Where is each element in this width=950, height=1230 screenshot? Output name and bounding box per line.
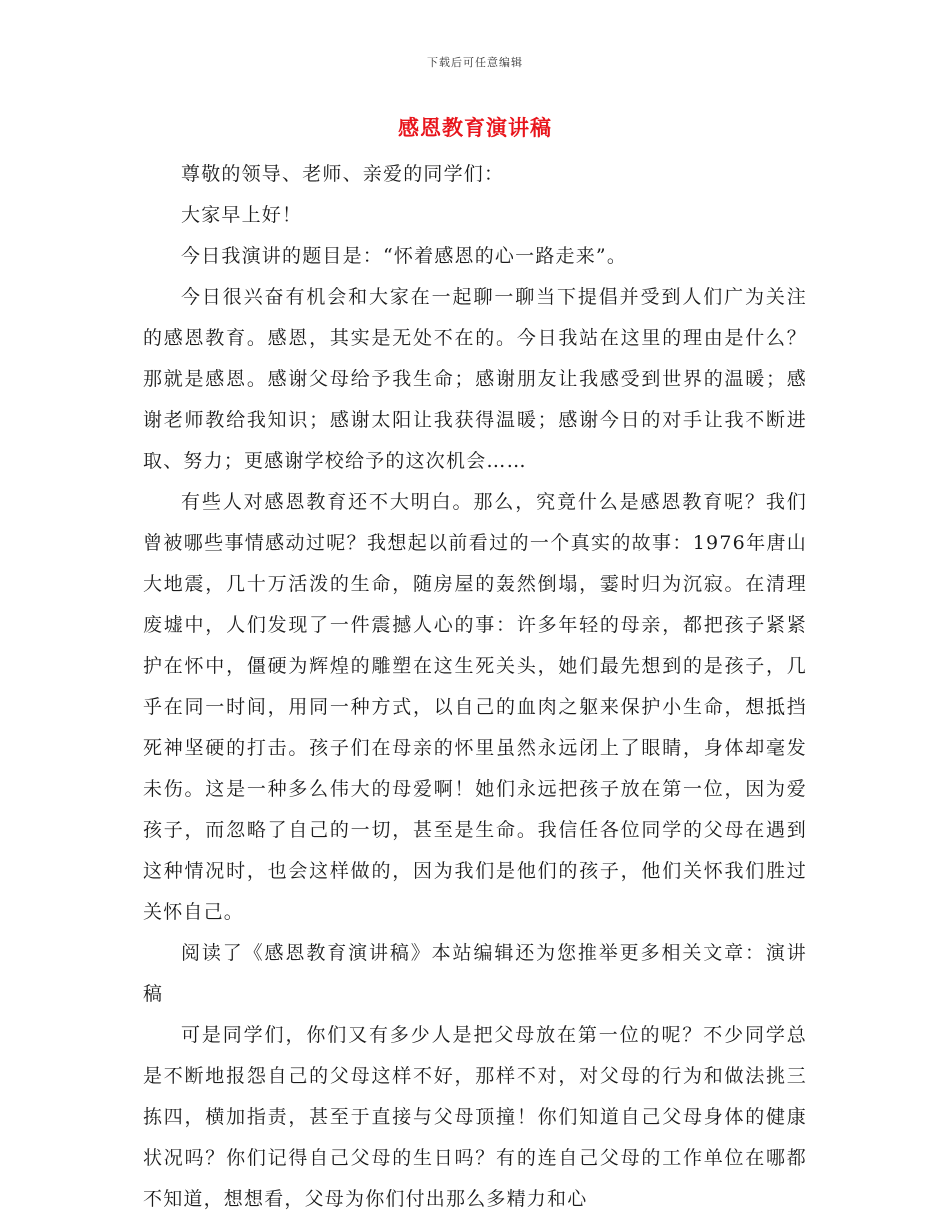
paragraph-greeting: 尊敬的领导、老师、亲爱的同学们： <box>181 163 505 185</box>
document-body <box>143 154 807 1220</box>
page-header-note: 下载后可任意编辑 <box>427 56 523 69</box>
paragraph-question: 可是同学们，你们又有多少人是把父母放在第一位的呢？不少同学总是不断地报怨自己的父母这样不好，那样不对，对父母的行为和做法挑三拣四，横加指责，甚至于直接与父母顶撞！你们知道自己父母身体的健康状况吗？你们记得自己父母的生日吗？有的连自己父母的工作单位在哪都不知道，想想看，父母为你们付出那么多精力和心 <box>143 1024 807 1210</box>
paragraph-good-morning: 大家早上好！ <box>181 204 303 226</box>
paragraph-story: 有些人对感恩教育还不大明白。那么，究竟什么是感恩教育呢？我们曾被哪些事情感动过呢？我想起以前看过的一个真实的故事：1976年唐山大地震，几十万活泼的生命，随房屋的轰然倒塌，霎时归为沉寂。在清理废墟中，人们发现了一件震撼人心的事：许多年轻的母亲，都把孩子紧紧护在怀中，僵硬为辉煌的雕塑在这生死关头，她们最先想到的是孩子，几乎在同一时间，用同一种方式，以自己的血肉之躯来保护小生命，想抵挡死神坚硬的打击。孩子们在母亲的怀里虽然永远闭上了眼睛，身体却毫发未伤。这是一种多么伟大的母爱啊！她们永远把孩子放在第一位，因为爱孩子，而忽略了自己的一切，甚至是生命。我信任各位同学的父母在遇到这种情况时，也会这样做的，因为我们是他们的孩子，他们关怀我们胜过关怀自己。 <box>143 491 807 923</box>
paragraph-recommendation: 阅读了《感恩教育演讲稿》本站编辑还为您推举更多相关文章：演讲稿 <box>143 942 807 1005</box>
paragraph-intro: 今日很兴奋有机会和大家在一起聊一聊当下提倡并受到人们广为关注的感恩教育。感恩，其实是无处不在的。今日我站在这里的理由是什么？那就是感恩。感谢父母给予我生命；感谢朋友让我感受到世界的温暖；感谢老师教给我知识；感谢太阳让我获得温暖；感谢今日的对手让我不断进取、努力；更感谢学校给予的这次机会…… <box>143 286 807 472</box>
document-title: 感恩教育演讲稿 <box>398 115 552 140</box>
paragraph-topic: 今日我演讲的题目是：“怀着感恩的心一路走来”。 <box>181 245 628 267</box>
